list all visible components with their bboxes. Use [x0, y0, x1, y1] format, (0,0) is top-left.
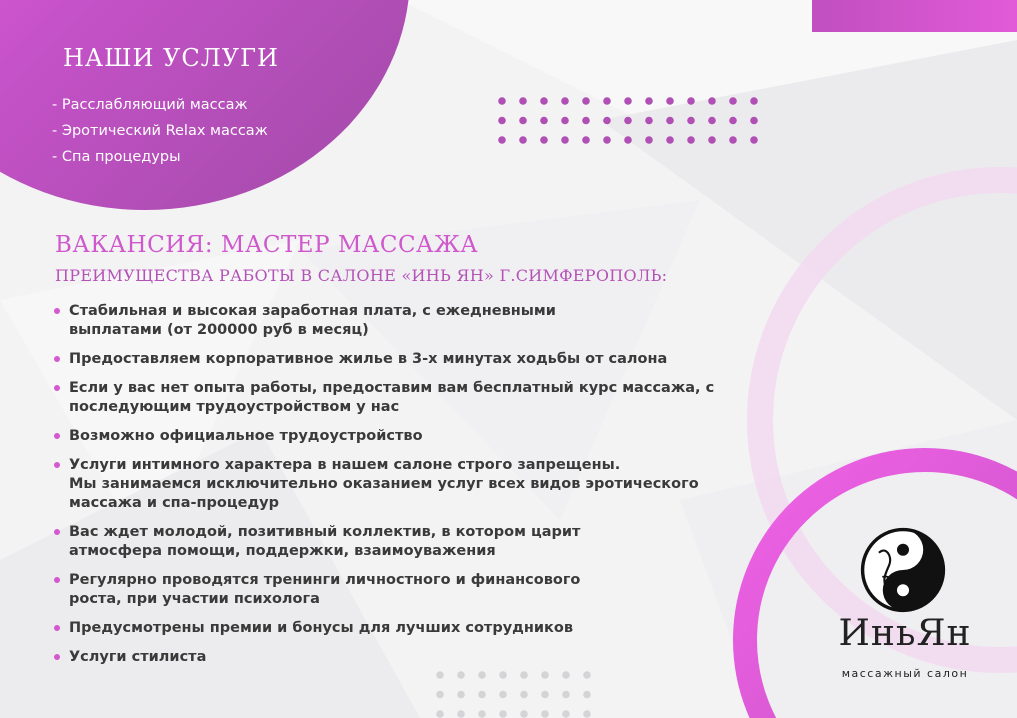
benefit-item	[54, 523, 754, 561]
decor-dot	[645, 117, 653, 125]
decor-dot	[708, 136, 716, 144]
bullet-icon	[54, 577, 60, 583]
decor-dot	[729, 117, 737, 125]
decor-dot	[436, 710, 444, 718]
logo-name: ИньЯн	[838, 613, 972, 654]
service-item: - Эротический Relax массаж	[52, 123, 268, 139]
decor-dot	[541, 710, 549, 718]
decor-dot	[666, 136, 674, 144]
decor-dot	[583, 691, 591, 699]
decor-dot	[519, 136, 527, 144]
services-list	[52, 92, 268, 170]
benefit-item	[54, 619, 754, 638]
decor-dot	[499, 691, 507, 699]
decor-dot	[624, 97, 632, 105]
benefits-list	[54, 302, 754, 677]
decor-dot	[666, 97, 674, 105]
bullet-icon	[54, 385, 60, 391]
benefit-text: Регулярно проводятся тренинги личностного и финансового роста, при участии психолога	[69, 572, 581, 607]
decor-dot	[708, 97, 716, 105]
benefit-text: Предусмотрены премии и бонусы для лучших сотрудников	[69, 620, 574, 636]
benefit-item	[54, 302, 754, 340]
top-accent-bar	[812, 0, 1017, 32]
decor-dot	[540, 97, 548, 105]
decor-dot	[603, 117, 611, 125]
decor-dot	[750, 136, 758, 144]
decor-dot	[478, 710, 486, 718]
decor-dot	[666, 117, 674, 125]
bullet-icon	[54, 433, 60, 439]
decor-dot	[498, 97, 506, 105]
decor-dot	[498, 117, 506, 125]
benefit-text: Вас ждет молодой, позитивный коллектив, в котором царит атмосфера помощи, поддержки, взаимоуважения	[69, 524, 581, 559]
decor-dot	[520, 691, 528, 699]
decor-dot	[750, 117, 758, 125]
grey-dot-grid	[436, 671, 591, 718]
decor-dot	[541, 691, 549, 699]
yin-yang-icon	[860, 527, 946, 613]
decor-dot	[687, 117, 695, 125]
decor-dot	[540, 117, 548, 125]
decor-dot	[436, 691, 444, 699]
benefit-item	[54, 427, 754, 446]
benefit-text: Услуги стилиста	[69, 649, 207, 665]
benefit-text: Услуги интимного характера в нашем салоне строго запрещены. Мы занимаемся исключительно оказанием услуг всех видов эротического массажа и спа-процедур	[69, 457, 699, 511]
decor-dot	[478, 691, 486, 699]
service-item: - Спа процедуры	[52, 149, 181, 165]
decor-dot	[457, 710, 465, 718]
decor-dot	[561, 97, 569, 105]
vacancy-subtitle: ПРЕИМУЩЕСТВА РАБОТЫ В САЛОНЕ «ИНЬ ЯН» Г.СИМФЕРОПОЛЬ:	[55, 266, 668, 285]
benefit-text: Стабильная и высокая заработная плата, с ежедневными выплатами (от 200000 руб в месяц)	[69, 303, 556, 338]
decor-dot	[603, 97, 611, 105]
decor-dot	[540, 136, 548, 144]
decor-dot	[582, 117, 590, 125]
bullet-icon	[54, 529, 60, 535]
decor-dot	[498, 136, 506, 144]
bullet-icon	[54, 308, 60, 314]
decor-dot	[561, 136, 569, 144]
decor-dot	[603, 136, 611, 144]
benefit-text: Возможно официальное трудоустройство	[69, 428, 423, 444]
logo-tagline: массажный салон	[841, 667, 969, 680]
benefit-item	[54, 350, 754, 369]
benefit-item	[54, 648, 754, 667]
decor-dot	[562, 710, 570, 718]
decor-dot	[624, 117, 632, 125]
decor-dot	[729, 136, 737, 144]
decor-dot	[750, 97, 758, 105]
decor-dot	[520, 710, 528, 718]
bullet-icon	[54, 462, 60, 468]
decor-dot	[562, 691, 570, 699]
services-title: НАШИ УСЛУГИ	[63, 44, 279, 72]
decor-dot	[687, 97, 695, 105]
benefit-text: Если у вас нет опыта работы, предоставим вам бесплатный курс массажа, с последующим трудоустройством у нас	[69, 380, 715, 415]
bullet-icon	[54, 654, 60, 660]
decor-dot	[499, 710, 507, 718]
decor-dot	[583, 710, 591, 718]
decor-dot	[582, 97, 590, 105]
bullet-icon	[54, 625, 60, 631]
decor-dot	[519, 117, 527, 125]
bullet-icon	[54, 356, 60, 362]
decor-dot	[519, 97, 527, 105]
benefit-text: Предоставляем корпоративное жилье в 3-х минутах ходьбы от салона	[69, 351, 668, 367]
decor-dot	[457, 691, 465, 699]
benefit-item	[54, 379, 754, 417]
decor-dot	[729, 97, 737, 105]
decor-dot	[624, 136, 632, 144]
benefit-item	[54, 571, 754, 609]
benefit-item	[54, 456, 754, 513]
decor-dot	[582, 136, 590, 144]
vacancy-title: ВАКАНСИЯ: МАСТЕР МАССАЖА	[55, 232, 479, 258]
decor-dot	[687, 136, 695, 144]
decor-dot	[645, 97, 653, 105]
decor-dot	[645, 136, 653, 144]
decor-dot	[561, 117, 569, 125]
service-item: - Расслабляющий массаж	[52, 97, 248, 113]
decor-dot	[708, 117, 716, 125]
